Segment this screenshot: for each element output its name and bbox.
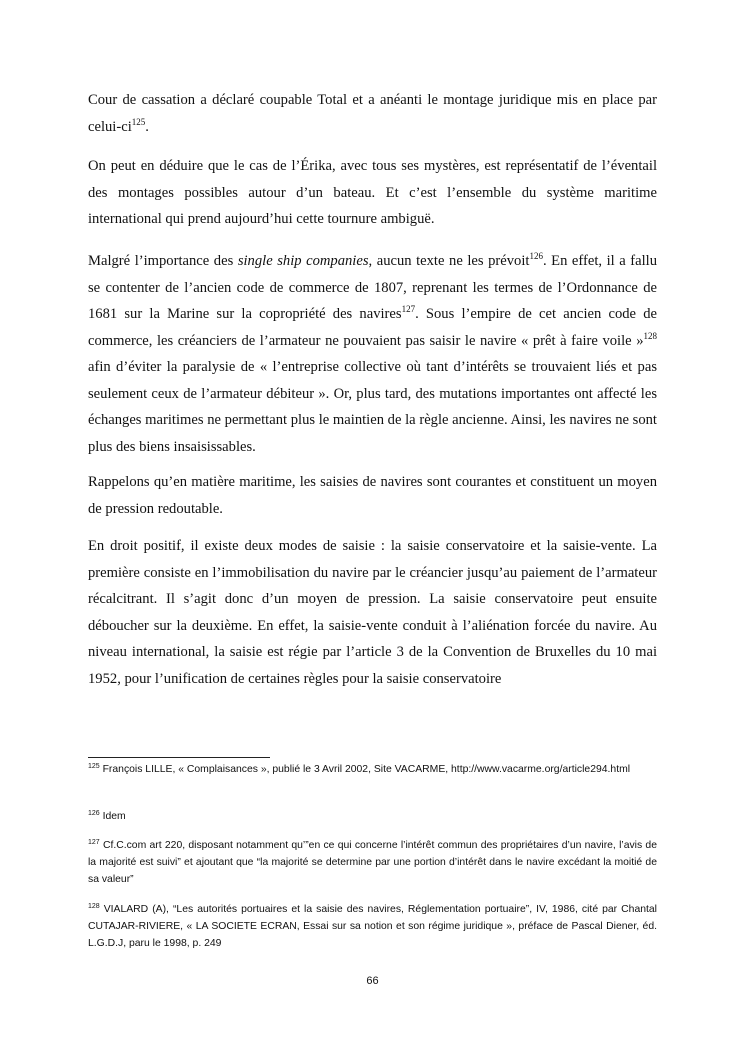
footnote-128 [88, 902, 657, 952]
footnote-text: Cf.C.com art 220, disposant notamment qu’”en ce qui concerne l’intérêt commun des propriétaires d’un navire, l’avis de la majorité est suivi” et ajoutant que “la majorité se determine par une portion d’intérêt dans le navire excédant la moitié de sa valeur” [88, 840, 657, 885]
italic-term: single ship companies [237, 253, 369, 269]
footnote-ref-127[interactable]: 127 [401, 304, 416, 314]
footnote-ref-128[interactable]: 128 [643, 330, 657, 341]
footnote-text: Idem [99, 811, 126, 822]
paragraph-3-part-d: . Sous l’empire de cet ancien code de commerce, les créanciers de l’armateur ne pouvaient pas saisir le navire « prêt à faire voile » [88, 306, 657, 349]
paragraph-1 [88, 87, 657, 140]
footnote-125 [88, 762, 657, 779]
paragraph-4: Rappelons qu’en matière maritime, les saisies de navires sont courantes et constituent un moyen de pression redoutable. [88, 474, 657, 517]
footnote-ref-126[interactable]: 126 [529, 251, 543, 261]
paragraph-3-part-a: Malgré l’importance des [88, 253, 238, 269]
footnote-127 [88, 838, 657, 888]
footnote-ref-125[interactable]: 125 [131, 116, 146, 127]
page-number: 66 [366, 975, 379, 987]
footnote-text: François LILLE, « Complaisances », publié le 3 Avril 2002, Site VACARME, http://www.vacarme.org/article294.html [99, 764, 631, 775]
paragraph-3-part-e: afin d’éviter la paralysie de « l’entreprise collective où tant d’intérêts se trouvaient liés et pas seulement ceux de l’armateur débiteur ». Or, plus tard, des mutations importantes ont affecté les échanges maritimes ne permettant plus le maintien de la règle ancienne. Ainsi, les navires ne sont plus des biens insaisissables. [88, 359, 657, 455]
paragraph-1-end: . [145, 118, 149, 135]
paragraph-3-part-c: . En effet, il a fallu se contenter de l’ancien code de commerce de 1807, reprenant les termes de l’Ordonnance de 1681 sur la Marine sur la copropriété des navires [88, 253, 658, 322]
paragraph-1-text: Cour de cassation a déclaré coupable Total et a anéanti le montage juridique mis en place par celui-ci [88, 92, 657, 135]
footnote-text: VIALARD (A), “Les autorités portuaires et la saisie des navires, Réglementation portuaire”, IV, 1986, cité par Chantal CUTAJAR-RIVIERE, « LA SOCIETE ECRAN, Essai sur sa notion et son régime juridique », préface de Pascal Diener, éd. L.G.D.J, paru le 1998, p. 249 [88, 904, 657, 949]
paragraph-3-part-b: , aucun texte ne les prévoit [368, 253, 530, 269]
footnote-number: 127 [88, 839, 100, 846]
footnote-number: 128 [88, 903, 100, 910]
paragraph-2: On peut en déduire que le cas de l’Érika, avec tous ses mystères, est représentatif de l’éventail des montages possibles autour d’un bateau. Et c’est l’ensemble du système maritime international qui prend aujourd’hui cette tournure ambiguë. [88, 158, 657, 227]
footnote-number: 126 [88, 810, 100, 817]
paragraph-3 [88, 248, 657, 460]
footnote-126 [88, 809, 657, 826]
paragraph-5: En droit positif, il existe deux modes de saisie : la saisie conservatoire et la saisie-vente. La première consiste en l’immobilisation du navire par le créancier jusqu’au paiement de l’armateur récalcitrant. Il s’agit donc d’un moyen de pression. La saisie conservatoire peut ensuite déboucher sur la deuxième. En effet, la saisie-vente conduit à l’aliénation forcée du navire. Au niveau international, la saisie est régie par l’article 3 de la Convention de Bruxelles du 10 mai 1952, pour l’unification de certaines règles pour la saisie conservatoire [88, 538, 657, 687]
footnote-separator [88, 757, 270, 758]
footnote-number: 125 [88, 763, 100, 770]
